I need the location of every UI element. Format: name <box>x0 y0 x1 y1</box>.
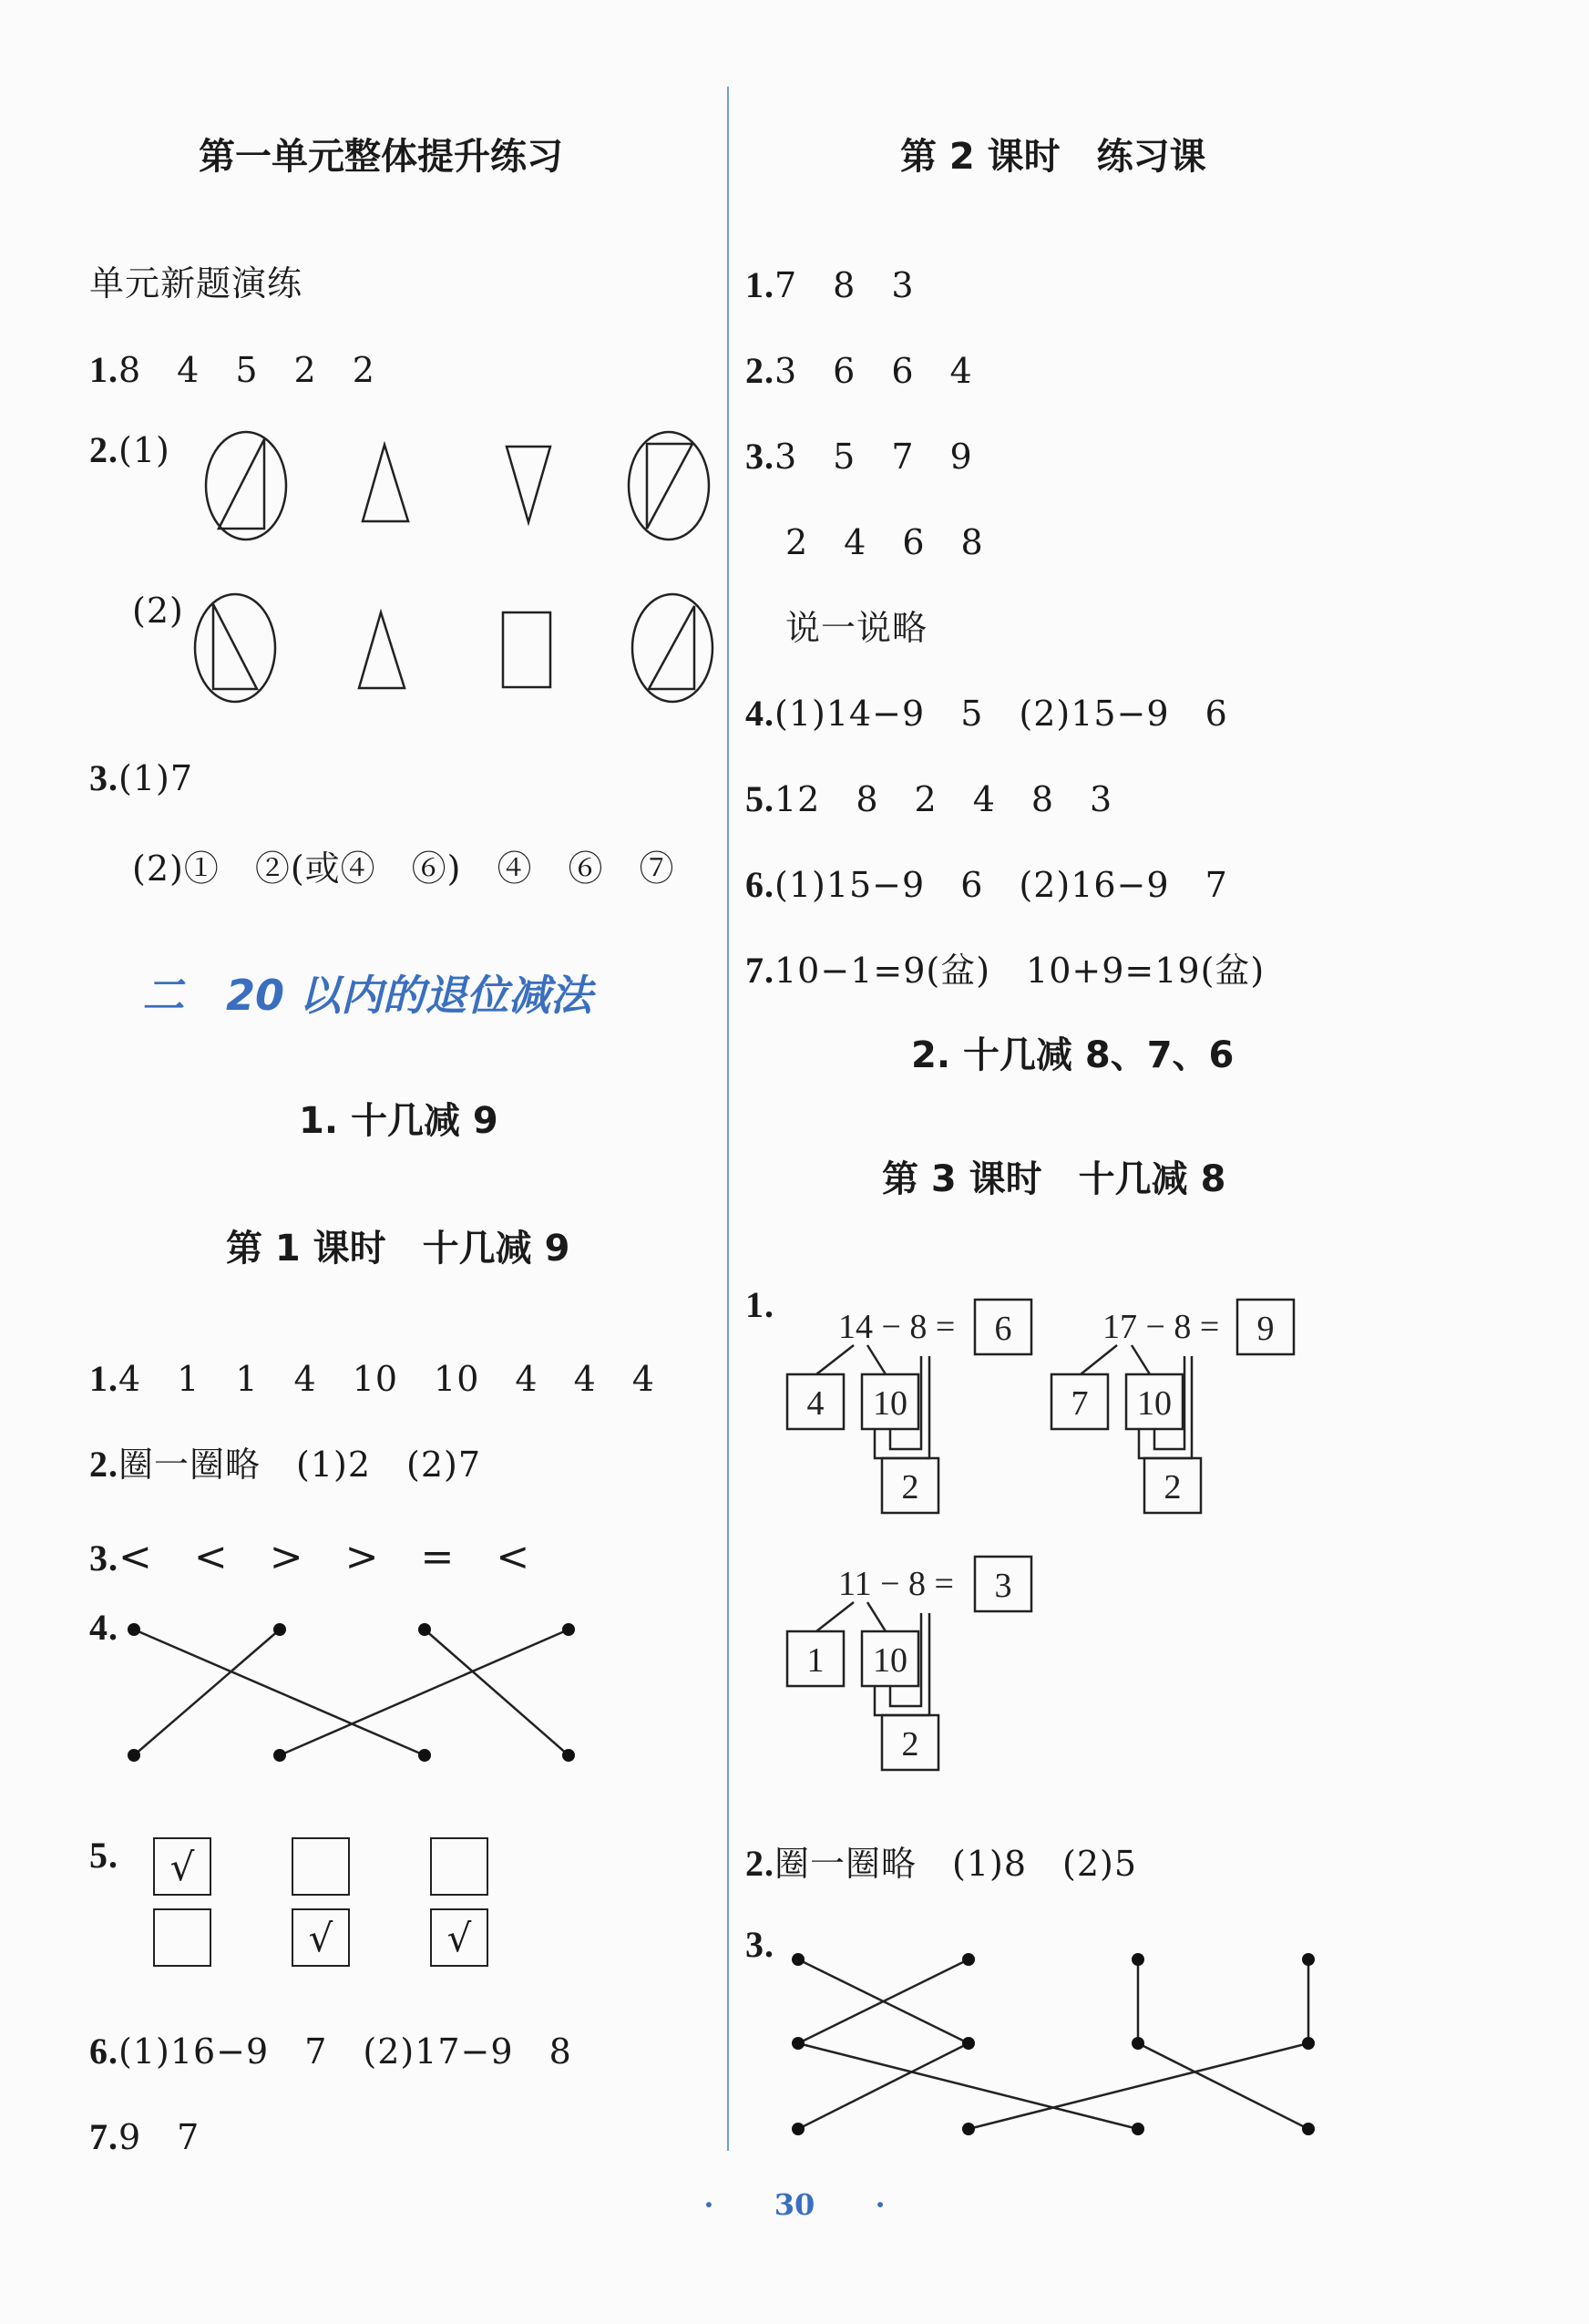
l3-q3-label: 3. <box>745 1924 774 1965</box>
r-q2: 2.3 6 6 4 <box>745 350 973 391</box>
l1-q3: 3.< < > > = < <box>89 1534 531 1580</box>
lesson1-title: 第 1 课时 十几减 9 <box>226 1228 570 1270</box>
checkbox-5-checked: √ <box>292 1908 350 1967</box>
section-new-questions: 单元新题演练 <box>89 263 303 303</box>
diagram-1-left: 4 <box>806 1384 825 1423</box>
sub-title-minus-876: 2. 十几减 8、7、6 <box>911 1034 1235 1076</box>
diagram-2-answer: 9 <box>1256 1310 1275 1348</box>
diagram-2-bottom: 2 <box>1164 1468 1182 1506</box>
checkbox-6-checked: √ <box>430 1908 488 1967</box>
lesson3-title: 第 3 课时 十几减 8 <box>882 1158 1226 1200</box>
r-q3: 3.3 5 7 9 <box>745 436 973 477</box>
l1-q7: 7.9 7 <box>89 2116 200 2157</box>
sub-title-minus-9: 1. 十几减 9 <box>299 1100 498 1142</box>
left-q1: 1.8 4 5 2 2 <box>89 349 375 390</box>
diagram-1-ten: 10 <box>873 1384 907 1423</box>
l1-q1: 1.4 1 1 4 10 10 4 4 4 <box>89 1358 655 1399</box>
diagram-3-bottom: 2 <box>901 1725 919 1764</box>
r-q1: 1.7 8 3 <box>745 264 915 305</box>
checkbox-1-checked: √ <box>153 1837 211 1896</box>
r-q3-line3: 说一说略 <box>785 608 928 648</box>
r-q4: 4.(1)14−9 5 (2)15−9 6 <box>745 693 1228 734</box>
lesson2-title: 第 2 课时 练习课 <box>900 136 1206 178</box>
unit-review-title: 第一单元整体提升练习 <box>199 136 563 178</box>
l1-q5-label: 5. <box>89 1835 118 1876</box>
chapter-title: 二 20 以内的退位减法 <box>142 971 593 1020</box>
page-footer <box>0 2187 1589 2222</box>
left-q3-line2: (2)① ②(或④ ⑥) ④ ⑥ ⑦ <box>132 848 675 889</box>
l3-q2: 2.圈一圈略 (1)8 (2)5 <box>745 1843 1138 1884</box>
l3-q1-label: 1. <box>745 1284 774 1325</box>
diagram-1-expr: 14 − 8 = <box>838 1308 956 1346</box>
diagram-3-left: 1 <box>806 1641 825 1680</box>
left-q2-sub2: (2) <box>132 591 184 631</box>
r-q7: 7.10−1=9(盆) 10+9=19(盆) <box>745 950 1266 991</box>
diagram-2-left: 7 <box>1071 1384 1089 1423</box>
left-q2: 2.(1) <box>89 429 170 470</box>
diagram-3-answer: 3 <box>994 1567 1012 1605</box>
page-number: 30 <box>774 2187 815 2222</box>
diagram-2-expr: 17 − 8 = <box>1102 1308 1220 1346</box>
l1-q2: 2.圈一圈略 (1)2 (2)7 <box>89 1444 482 1485</box>
l1-q4-label: 4. <box>89 1607 118 1648</box>
diagram-1-answer: 6 <box>994 1310 1012 1348</box>
r-q3-line2: 2 4 6 8 <box>785 522 984 562</box>
footer-dot-left: · <box>703 2187 714 2222</box>
left-q3: 3.(1)7 <box>89 757 194 798</box>
footer-dot-right: · <box>875 2187 886 2222</box>
r-q5: 5.12 8 2 4 8 3 <box>745 778 1113 819</box>
diagram-2-ten: 10 <box>1137 1384 1172 1423</box>
l1-q6: 6.(1)16−9 7 (2)17−9 8 <box>89 2031 572 2072</box>
diagram-3-expr: 11 − 8 = <box>838 1565 954 1603</box>
diagram-3-ten: 10 <box>873 1641 907 1680</box>
diagram-1-bottom: 2 <box>901 1468 919 1506</box>
r-q6: 6.(1)15−9 6 (2)16−9 7 <box>745 864 1228 905</box>
